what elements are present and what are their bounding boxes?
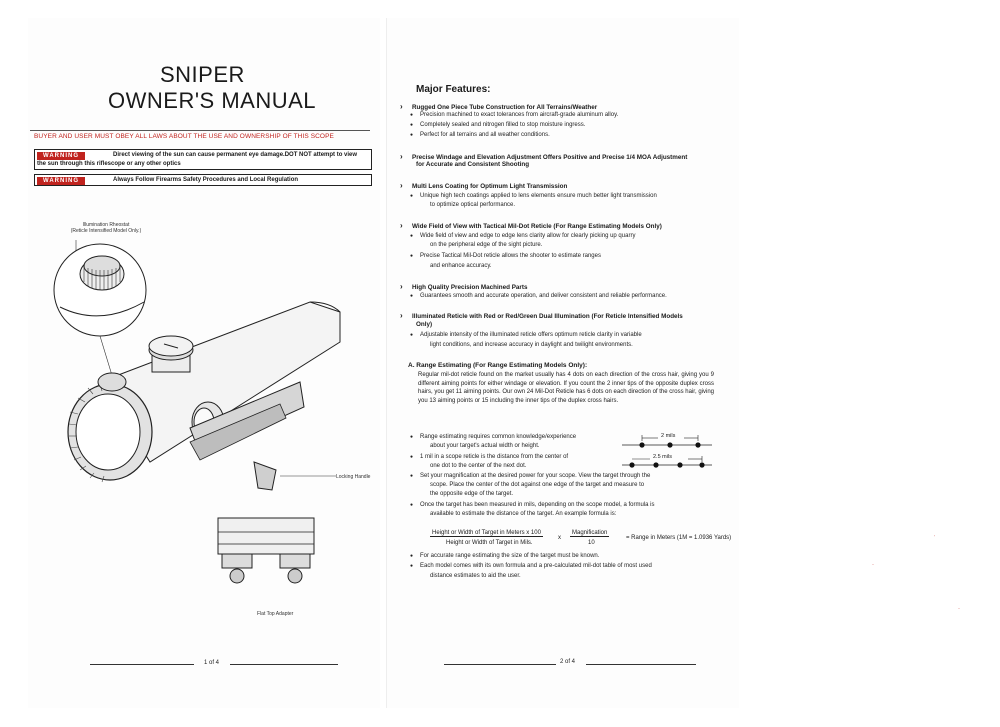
warning-tag: WARNING [37, 177, 85, 185]
formula-numerator: Height or Width of Target in Meters x 100 [432, 530, 541, 536]
final-bullet-2-cont: distance estimates to aid the user. [430, 573, 521, 579]
feature-4-bullet-2-cont: and enhance accuracy. [430, 263, 492, 269]
feature-5-bullet-1: ● Guarantees smooth and accurate operation, and deliver consistent and reliable performance. [420, 292, 667, 301]
scan-speck: ˙ [934, 536, 936, 542]
scan-speck: · [958, 606, 960, 612]
safety-warning-box [34, 174, 372, 186]
feature-3-bullet-1-cont: to optimize optical performance. [430, 202, 516, 208]
feature-6-bullet-1: ● Adjustable intensity of the illuminated reticle offers optimum reticle clarity in variable [420, 331, 642, 340]
locking-handle-label: Locking Handle [336, 474, 371, 480]
title-divider [30, 130, 370, 131]
two-point-five-mils-label: 2.5 mils [653, 454, 672, 460]
sun-warning-text-2: the sun through this riflescope or any other optics [37, 161, 181, 167]
feature-heading-6: › Illuminated Reticle with Red or Red/Green Dual Illumination (For Reticle Intensified Models [400, 311, 683, 320]
range-bullet-3-cont: scope. Place the center of the dot against one edge of the target and measure to [430, 482, 645, 488]
footer-rule-right [230, 664, 338, 665]
formula-result: = Range in Meters (1M = 1.0936 Yards) [626, 535, 732, 541]
range-bullet-2-cont: one dot to the center of the next dot. [430, 463, 527, 469]
range-formula [430, 530, 732, 546]
feature-heading-3: › Multi Lens Coating for Optimum Light Transmission [400, 181, 568, 190]
chevron-right-icon: › [400, 311, 403, 320]
warning-tag: WARNING [37, 152, 85, 160]
feature-6-bullet-1-cont: light conditions, and increase accuracy in daylight and twilight environments. [430, 342, 633, 348]
chevron-right-icon: › [400, 152, 403, 161]
footer-rule-left-2 [444, 664, 556, 665]
feature-1-bullet-2: ● Completely sealed and nitrogen filled to stop moisture ingress. [420, 121, 585, 130]
feature-heading-2: › Precise Windage and Elevation Adjustment Offers Positive and Precise 1/4 MOA Adjustment [400, 152, 688, 161]
chevron-right-icon: › [400, 221, 403, 230]
chevron-right-icon: › [400, 282, 403, 291]
page-number-left: 1 of 4 [204, 660, 220, 666]
feature-4-bullet-1-cont: on the peripheral edge of the sight picture. [430, 242, 543, 248]
formula-magnification: Magnification [572, 530, 608, 536]
footer-rule-right-2 [586, 664, 696, 665]
illumination-rheostat-label: Illumination Rheostat (Reticle Intensified Model Only.) [70, 222, 142, 234]
range-estimating-paragraph: Regular mil-dot reticle found on the market usually has 4 dots on each direction of the cross hair, giving you 9 different aiming points for either windage or elevation. If you count the 2 inner tips of the opposite duplex cross hairs, you get 11 aiming points. Our own 24 Mil-Dot Reticle has 6 dots on each direction of the cross hair, giving you 13 aiming points or 15 including the inner tips of the duplex cross hairs. [418, 372, 714, 404]
range-bullet-1-cont: about your target's actual width or height. [430, 443, 540, 449]
range-bullet-2: ● 1 mil in a scope reticle is the distance from the center of [420, 453, 568, 462]
sun-warning-text: Direct viewing of the sun can cause permanent eye damage.DOT NOT attempt to view [113, 152, 358, 158]
feature-heading-2-cont: for Accurate and Consistent Shooting [416, 161, 530, 168]
formula-denominator: Height or Width of Target in Mils. [446, 540, 533, 546]
major-features-heading: Major Features: [416, 84, 491, 95]
footer-rule-left [90, 664, 194, 665]
chevron-right-icon: › [400, 181, 403, 190]
manual-title-line1: SNIPER [160, 62, 245, 87]
range-bullet-4: ● Once the target has been measured in mils, depending on the scope model, a formula is [420, 501, 654, 510]
feature-4-bullet-2: ● Precise Tactical Mil-Dot reticle allows the shooter to estimate ranges [420, 252, 601, 261]
scan-speck: · [872, 562, 874, 568]
riflescope-illustration [40, 232, 360, 612]
manual-title-line2: OWNER'S MANUAL [108, 88, 316, 113]
chevron-right-icon: › [400, 102, 403, 111]
formula-ten: 10 [588, 540, 595, 546]
safety-warning-text: Always Follow Firearms Safety Procedures and Local Regulation [113, 177, 299, 183]
feature-heading-1: › Rugged One Piece Tube Construction for All Terrains/Weather [400, 102, 598, 111]
formula-multiply: x [558, 535, 561, 541]
legal-notice: BUYER AND USER MUST OBEY ALL LAWS ABOUT THE USE AND OWNERSHIP OF THIS SCOPE [34, 133, 334, 140]
two-mils-label: 2 mils [661, 433, 676, 439]
feature-heading-4: › Wide Field of View with Tactical Mil-Dot Reticle (For Range Estimating Models Only) [400, 221, 662, 230]
range-estimating-heading: A. Range Estimating (For Range Estimating Models Only): [408, 362, 588, 369]
feature-4-bullet-1: ● Wide field of view and edge to edge lens clarity allow for clearly picking up quarry [420, 232, 635, 241]
flat-top-adapter-label: Flat Top Adapter [257, 611, 294, 617]
sun-warning-box [34, 149, 372, 170]
feature-heading-5: › High Quality Precision Machined Parts [400, 282, 528, 291]
feature-3-bullet-1: ● Unique high tech coatings applied to lens elements ensure much better light transmission [420, 192, 657, 201]
page-number-right: 2 of 4 [560, 659, 576, 665]
final-bullet-2: ● Each model comes with its own formula and a pre-calculated mil-dot table of most used [420, 562, 652, 571]
final-bullet-1: ● For accurate range estimating the size of the target must be known. [420, 552, 599, 561]
range-bullet-4-cont: available to estimate the distance of the target. An example formula is: [430, 511, 617, 517]
feature-heading-6-cont: Only) [416, 321, 433, 328]
range-bullet-1: ● Range estimating requires common knowledge/experience [420, 433, 576, 442]
feature-1-bullet-1: ● Precision machined to exact tolerances from aircraft-grade aluminum alloy. [420, 111, 618, 120]
range-bullet-3-cont2: the opposite edge of the target. [430, 491, 514, 497]
feature-1-bullet-3: ● Perfect for all terrains and all weather conditions. [420, 131, 550, 140]
range-bullet-3: ● Set your magnification at the desired power for your scope. View the target through the [420, 472, 650, 481]
